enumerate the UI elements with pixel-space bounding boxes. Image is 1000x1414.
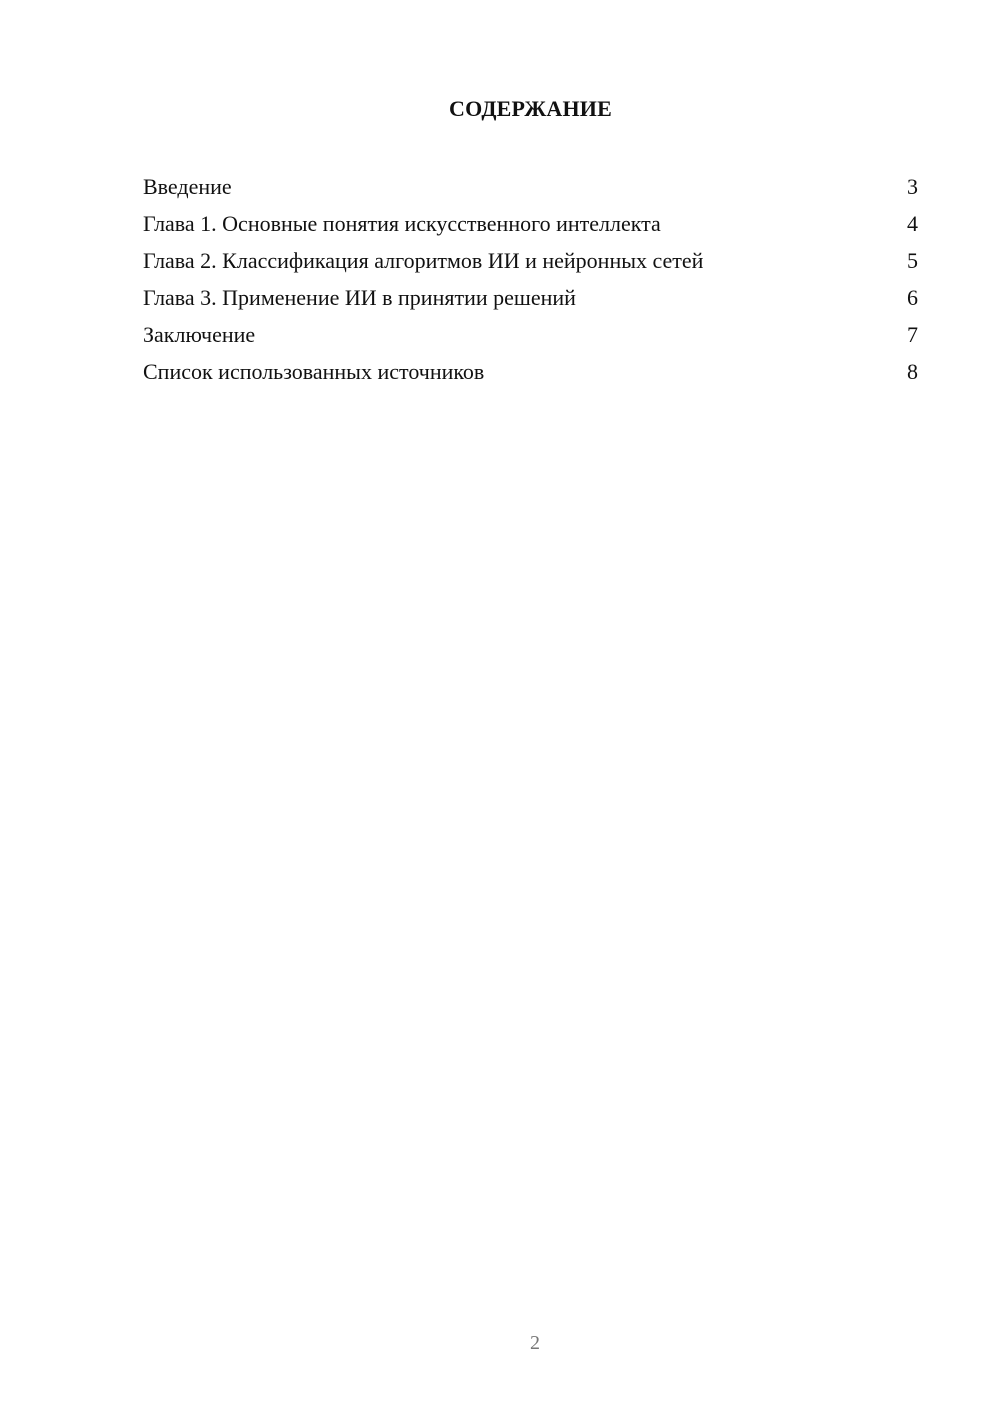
toc-entry-references[interactable] [143, 353, 918, 390]
toc-title: СОДЕРЖАНИЕ [449, 96, 612, 121]
toc-entry-page: 4 [907, 211, 918, 236]
toc-entry-chapter-1[interactable] [143, 205, 918, 242]
toc-entry-page: 3 [907, 174, 918, 199]
toc-entry-chapter-2[interactable] [143, 242, 918, 279]
toc-entry-conclusion[interactable] [143, 316, 918, 353]
toc-entry-page: 8 [907, 359, 918, 384]
toc-entry-page: 5 [907, 248, 918, 273]
toc-entry-label: Глава 1. Основные понятия искусственного интеллекта [143, 211, 661, 236]
toc-entry-label: Заключение [143, 322, 256, 347]
toc-entry-chapter-3[interactable] [143, 279, 918, 316]
toc-entry-page: 6 [907, 285, 918, 310]
toc-entry-label: Список использованных источников [143, 359, 485, 384]
page-number: 2 [530, 1332, 540, 1354]
toc-entry-label: Глава 2. Классификация алгоритмов ИИ и нейронных сетей [143, 248, 704, 273]
toc-entry-introduction[interactable] [143, 168, 918, 205]
toc-entry-label: Введение [143, 174, 232, 199]
toc-entry-label: Глава 3. Применение ИИ в принятии решений [143, 285, 576, 310]
toc-entry-page: 7 [907, 322, 918, 347]
table-of-contents [143, 168, 918, 390]
